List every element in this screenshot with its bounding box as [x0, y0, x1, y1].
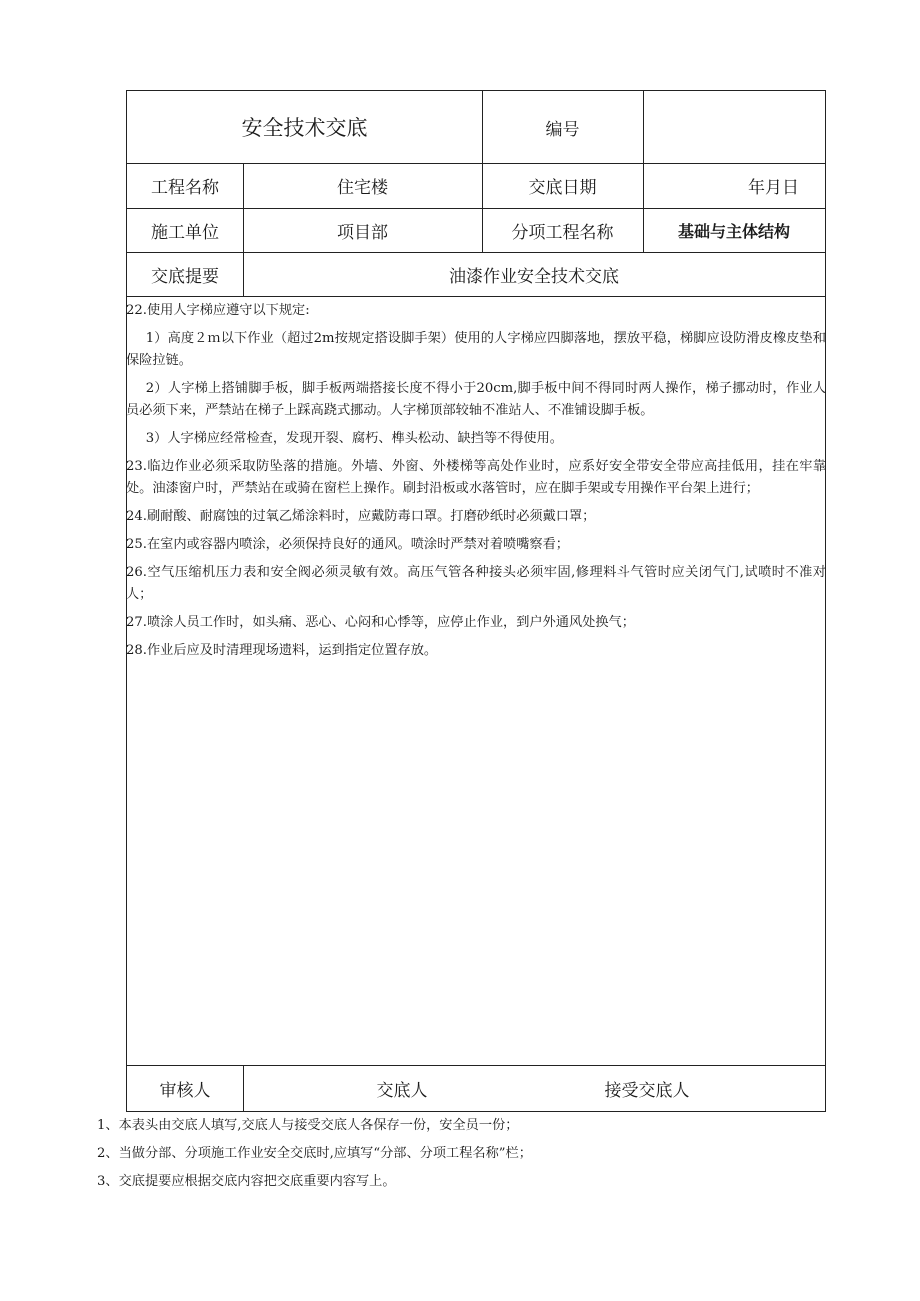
unit-value[interactable]: 项目部: [337, 222, 388, 243]
note-item: 3、交底提要应根据交底内容把交底重要内容写上。: [97, 1174, 396, 1189]
content-item: 1）高度２ｍ以下作业（超过2m按规定搭设脚手架）使用的人字梯应四脚落地，摆放平稳，梯脚应设防滑皮橡皮垫和保险拉链。: [126, 331, 826, 368]
form-title: 安全技术交底: [241, 116, 368, 140]
note-item: 1、本表头由交底人填写,交底人与接受交底人各保存一份，安全员一份；: [97, 1118, 519, 1133]
form-notes: [97, 1112, 857, 1196]
sub-project-label: 分项工程名称: [511, 222, 614, 243]
code-value[interactable]: [643, 91, 825, 163]
col-divider: [243, 1065, 244, 1112]
code-label: 编号: [545, 119, 580, 140]
content-item: 3）人字梯应经常检查，发现开裂、腐朽、榫头松动、缺挡等不得使用。: [145, 431, 563, 446]
unit-label: 施工单位: [151, 222, 219, 243]
disclosure-content: [126, 300, 826, 668]
content-item: 22.使用人字梯应遵守以下规定:: [126, 303, 310, 318]
content-item: 25.在室内或容器内喷涂，必须保持良好的通风。喷涂时严禁对着喷嘴察看；: [126, 537, 569, 552]
content-item: 28.作业后应及时清理现场遗料，运到指定位置存放。: [126, 643, 438, 658]
receiver-label: 接受交底人: [604, 1081, 690, 1101]
project-name-value[interactable]: 住宅楼: [337, 178, 388, 198]
summary-value[interactable]: 油漆作业安全技术交底: [449, 266, 619, 287]
content-item: 24.刷耐酸、耐腐蚀的过氧乙烯涂料时，应戴防毒口罩。打磨砂纸时必须戴口罩；: [126, 509, 596, 524]
content-item: 2）人字梯上搭铺脚手板，脚手板两端搭接长度不得小于20cm,脚手板中间不得同时两人操作，梯子挪动时，作业人员必须下来，严禁站在梯子上踩高跷式挪动。人字梯顶部较轴不准站人、不准铺设脚手板。: [126, 381, 826, 418]
presenter-label: 交底人: [376, 1081, 428, 1101]
project-name-label: 工程名称: [151, 178, 219, 198]
reviewer-label: 审核人: [159, 1081, 211, 1101]
content-item: 27.喷涂人员工作时，如头痛、恶心、心闷和心悸等，应停止作业，到户外通风处换气；: [126, 615, 635, 630]
content-item: 23.临边作业必须采取防坠落的措施。外墙、外窗、外楼梯等高处作业时，应系好安全带安全带应高挂低用，挂在牢靠处。油漆窗户时，严禁站在或骑在窗栏上操作。刷封沿板或水落管时，应在脚手架或专用操作平台架上进行；: [126, 459, 826, 496]
row-divider: [127, 296, 825, 297]
content-item: 26.空气压缩机压力表和安全阀必须灵敏有效。高压气管各种接头必须牢固,修理料斗气管时应关闭气门,试喷时不准对人；: [126, 565, 826, 602]
date-value[interactable]: 年月日: [748, 178, 799, 198]
note-item: 2、当做分部、分项施工作业安全交底时,应填写“分部、分项工程名称”栏；: [97, 1146, 532, 1161]
date-label: 交底日期: [528, 178, 597, 198]
sub-project-value[interactable]: 基础与主体结构: [677, 221, 790, 241]
summary-label: 交底提要: [151, 266, 219, 287]
